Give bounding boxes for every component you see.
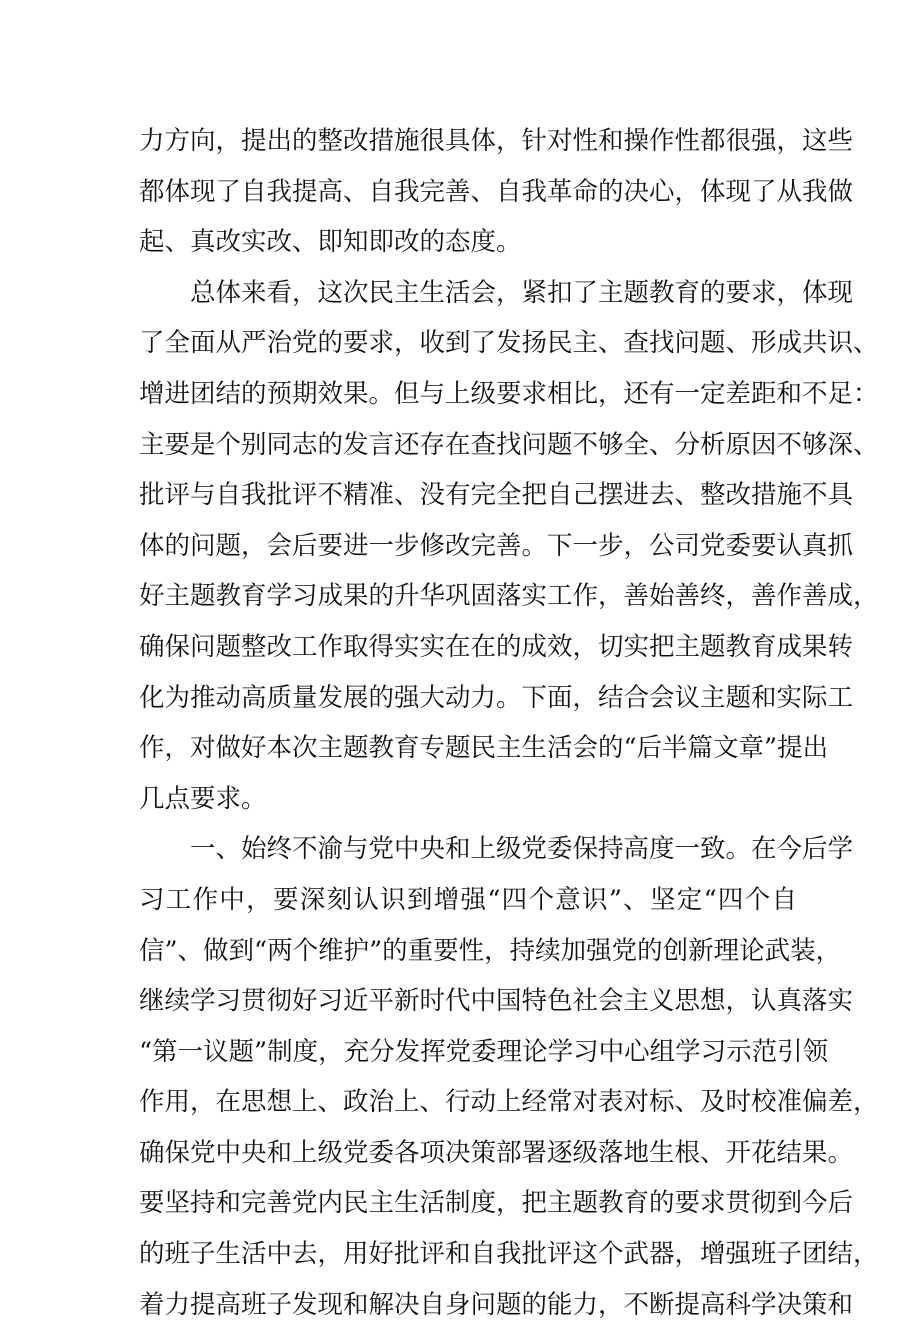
paragraph-3-line-7: 确保党中央和上级党委各项决策部署逐级落地生根、开花结果。	[139, 1137, 854, 1168]
paragraph-3-line-2: 习工作中，要深刻认识到增强“四个意识”、坚定“四个自	[139, 884, 797, 915]
paragraph-3-line-8: 要坚持和完善党内民主生活制度，把主题教育的要求贯彻到今后	[139, 1188, 854, 1219]
paragraph-3-line-6: 作用，在思想上、政治上、行动上经常对表对标、及时校准偏差，	[139, 1087, 879, 1118]
document-body	[139, 116, 879, 1330]
paragraph-3-line-5: “第一议题”制度，充分发挥党委理论学习中心组学习示范引领	[139, 1036, 829, 1067]
paragraph-2-line-9: 化为推动高质量发展的强大动力。下面，结合会议主题和实际工	[139, 682, 854, 713]
paragraph-1-line-1: 力方向，提出的整改措施很具体，针对性和操作性都很强，这些	[139, 126, 854, 156]
paragraph-2-line-6: 体的问题，会后要进一步修改完善。下一步，公司党委要认真抓	[139, 530, 854, 561]
paragraph-2-line-3: 增进团结的预期效果。但与上级要求相比，还有一定差距和不足：	[139, 378, 879, 409]
paragraph-2-line-4: 主要是个别同志的发言还存在查找问题不够全、分析原因不够深、	[139, 429, 879, 460]
paragraph-3-line-3: 信”、做到“两个维护”的重要性，持续加强党的创新理论武装，	[139, 935, 842, 966]
paragraph-3-line-4: 继续学习贯彻好习近平新时代中国特色社会主义思想，认真落实	[139, 986, 854, 1017]
paragraph-1-line-2: 都体现了自我提高、自我完善、自我革命的决心，体现了从我做	[139, 176, 854, 207]
paragraph-2-line-11: 几点要求。	[139, 783, 267, 814]
paragraph-3-line-10: 着力提高班子发现和解决自身问题的能力，不断提高科学决策和	[139, 1289, 854, 1320]
paragraph-2-line-7: 好主题教育学习成果的升华巩固落实工作，善始善终，善作善成，	[139, 581, 879, 612]
paragraph-3-line-9: 的班子生活中去，用好批评和自我批评这个武器，增强班子团结，	[139, 1239, 879, 1270]
paragraph-2-line-5: 批评与自我批评不精准、没有完全把自己摆进去、整改措施不具	[139, 480, 854, 511]
paragraph-2-line-8: 确保问题整改工作取得实实在在的成效，切实把主题教育成果转	[139, 631, 854, 662]
paragraph-3-line-1: 一、始终不渝与党中央和上级党委保持高度一致。在今后学	[190, 834, 854, 865]
paragraph-2-line-2: 了全面从严治党的要求，收到了发扬民主、查找问题、形成共识、	[139, 328, 879, 359]
paragraph-2-line-10: 作，对做好本次主题教育专题民主生活会的“后半篇文章”提出	[139, 733, 829, 764]
paragraph-1-line-3: 起、真改实改、即知即改的态度。	[139, 227, 522, 258]
paragraph-2-line-1: 总体来看，这次民主生活会，紧扣了主题教育的要求，体现	[190, 277, 854, 308]
